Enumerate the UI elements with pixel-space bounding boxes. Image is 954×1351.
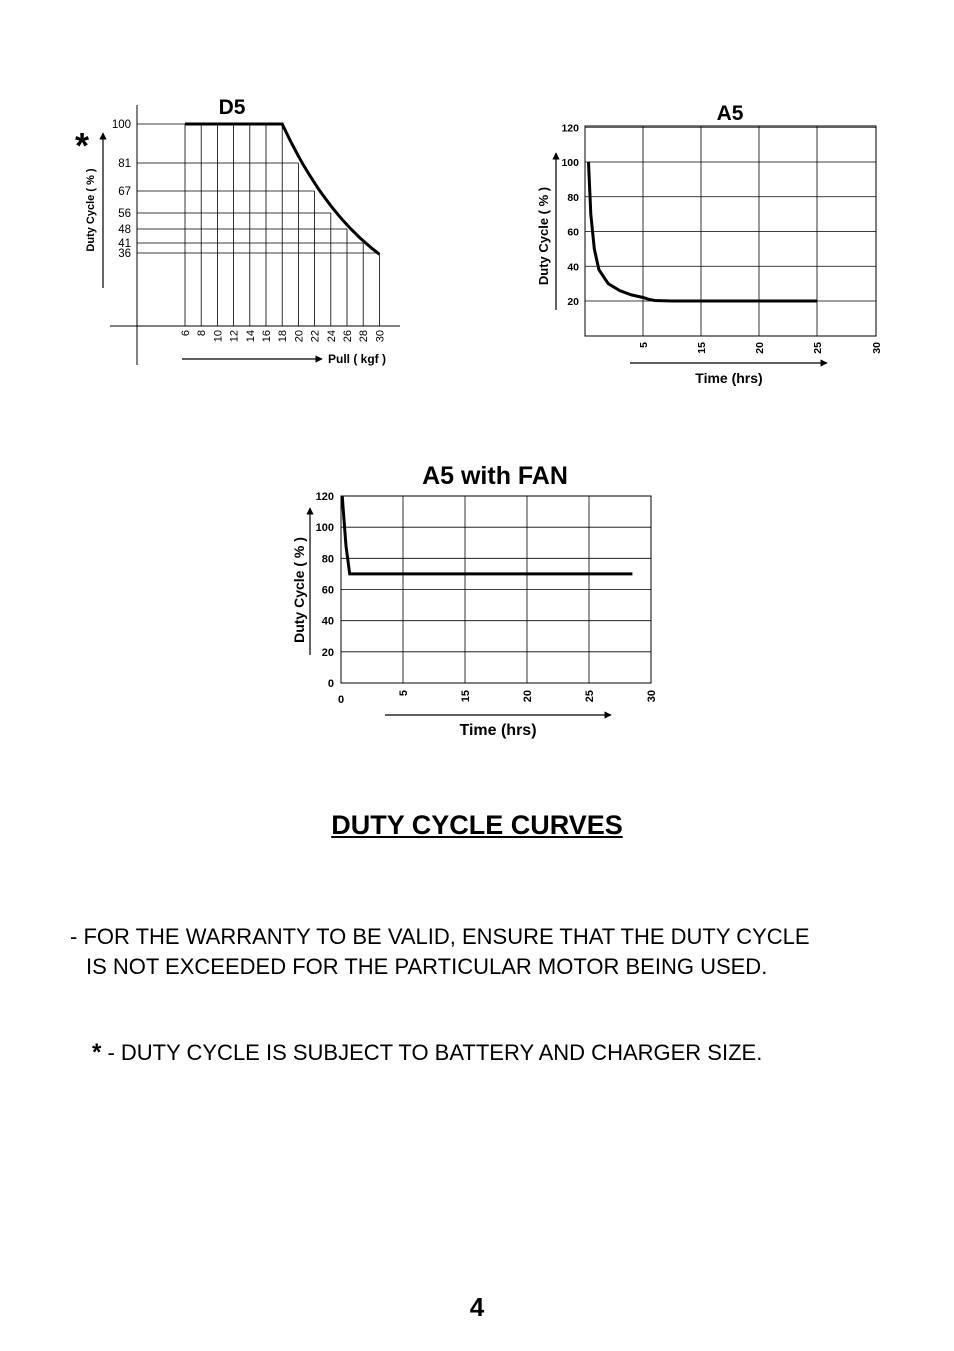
a5fan-y-tick-label: 100 — [315, 522, 334, 535]
a5-chart — [536, 102, 883, 386]
a5fan-x-tick-label: 5 — [398, 690, 410, 697]
a5-y-tick-label: 60 — [567, 226, 579, 239]
a5fan-y-tick-label: 40 — [321, 615, 334, 628]
a5-x-tick-label: 15 — [696, 342, 708, 354]
footnote — [92, 1038, 762, 1068]
a5-y-label: Duty Cycle ( % ) — [536, 186, 551, 286]
a5-y-tick-label: 80 — [567, 191, 579, 204]
d5-y-tick-label: 56 — [118, 208, 131, 220]
d5-x-tick-label: 14 — [244, 330, 257, 343]
a5-x-label: Time (hrs) — [695, 370, 763, 386]
warranty-line-2: IS NOT EXCEEDED FOR THE PARTICULAR MOTOR BEING USED. — [86, 954, 768, 979]
a5fan-y-tick-label: 60 — [321, 584, 334, 597]
warranty-line-1: - FOR THE WARRANTY TO BE VALID, ENSURE THAT THE DUTY CYCLE — [70, 924, 810, 949]
a5-y-tick-label: 40 — [567, 261, 579, 274]
a5fan-chart — [291, 462, 658, 739]
a5fan-y-tick-label: 80 — [321, 553, 334, 566]
d5-x-tick-label: 30 — [374, 330, 387, 343]
a5fan-y-label: Duty Cycle ( % ) — [291, 537, 307, 643]
footnote-text: - DUTY CYCLE IS SUBJECT TO BATTERY AND CHARGER SIZE. — [101, 1040, 763, 1065]
a5fan-x-label: Time (hrs) — [459, 722, 537, 739]
a5-x-tick-label: 5 — [638, 342, 650, 348]
d5-y-tick-label: 36 — [118, 248, 131, 260]
d5-x-tick-label: 22 — [309, 330, 322, 343]
d5-x-tick-label: 10 — [212, 330, 225, 343]
a5fan-y-tick-label: 120 — [315, 491, 334, 503]
a5-grid — [585, 126, 876, 336]
d5-x-tick-label: 28 — [358, 330, 371, 343]
page-heading: DUTY CYCLE CURVES — [331, 810, 623, 840]
a5-x-tick-labels — [638, 342, 883, 354]
d5-x-tick-label: 20 — [293, 330, 306, 343]
warranty-note — [70, 922, 810, 982]
d5-title: D5 — [218, 96, 246, 119]
d5-x-tick-labels — [180, 330, 386, 342]
d5-y-tick-label: 48 — [118, 224, 131, 236]
a5-y-tick-labels — [561, 122, 579, 308]
a5fan-x-tick-labels — [338, 690, 658, 706]
d5-x-tick-label: 24 — [325, 330, 338, 343]
a5fan-y-tick-label: 20 — [321, 646, 334, 659]
d5-y-tick-labels — [112, 119, 131, 260]
a5-y-tick-label: 20 — [567, 296, 579, 308]
d5-x-tick-label: 6 — [180, 330, 192, 337]
d5-chart — [75, 96, 400, 366]
a5fan-x-tick-label: 15 — [460, 690, 472, 703]
d5-y-tick-label: 100 — [111, 119, 131, 131]
d5-x-tick-label: 16 — [261, 330, 273, 343]
a5fan-x-tick-label: 25 — [584, 690, 596, 703]
d5-y-tick-label: 81 — [118, 158, 131, 170]
a5fan-x-tick-label: 0 — [337, 694, 345, 706]
a5-x-tick-label: 30 — [871, 342, 883, 354]
a5-y-tick-label: 100 — [561, 157, 579, 169]
d5-grid — [137, 124, 379, 326]
d5-x-tick-label: 12 — [228, 330, 241, 343]
a5fan-y-tick-labels — [316, 491, 334, 690]
a5fan-y-tick-label: 0 — [327, 678, 334, 690]
d5-x-tick-label: 26 — [342, 330, 354, 343]
d5-y-tick-label: 41 — [118, 238, 131, 250]
a5-x-tick-label: 25 — [812, 342, 824, 354]
a5-title: A5 — [716, 102, 744, 125]
d5-x-label: Pull ( kgf ) — [328, 352, 386, 366]
d5-star: * — [74, 125, 90, 166]
a5fan-title: A5 with FAN — [422, 462, 568, 490]
footnote-star: * — [92, 1039, 102, 1066]
a5-x-tick-label: 20 — [754, 342, 766, 354]
d5-x-tick-label: 8 — [196, 330, 209, 337]
a5-plot-frame — [585, 126, 876, 336]
a5-y-tick-label: 120 — [561, 122, 579, 135]
a5fan-grid — [341, 496, 651, 683]
d5-y-tick-label: 67 — [118, 186, 131, 198]
d5-y-label: Duty Cycle ( % ) — [85, 168, 97, 252]
d5-x-tick-label: 18 — [277, 330, 290, 343]
page-number: 4 — [469, 1292, 485, 1322]
a5fan-x-tick-label: 20 — [522, 690, 534, 703]
a5fan-x-tick-label: 30 — [646, 690, 658, 703]
